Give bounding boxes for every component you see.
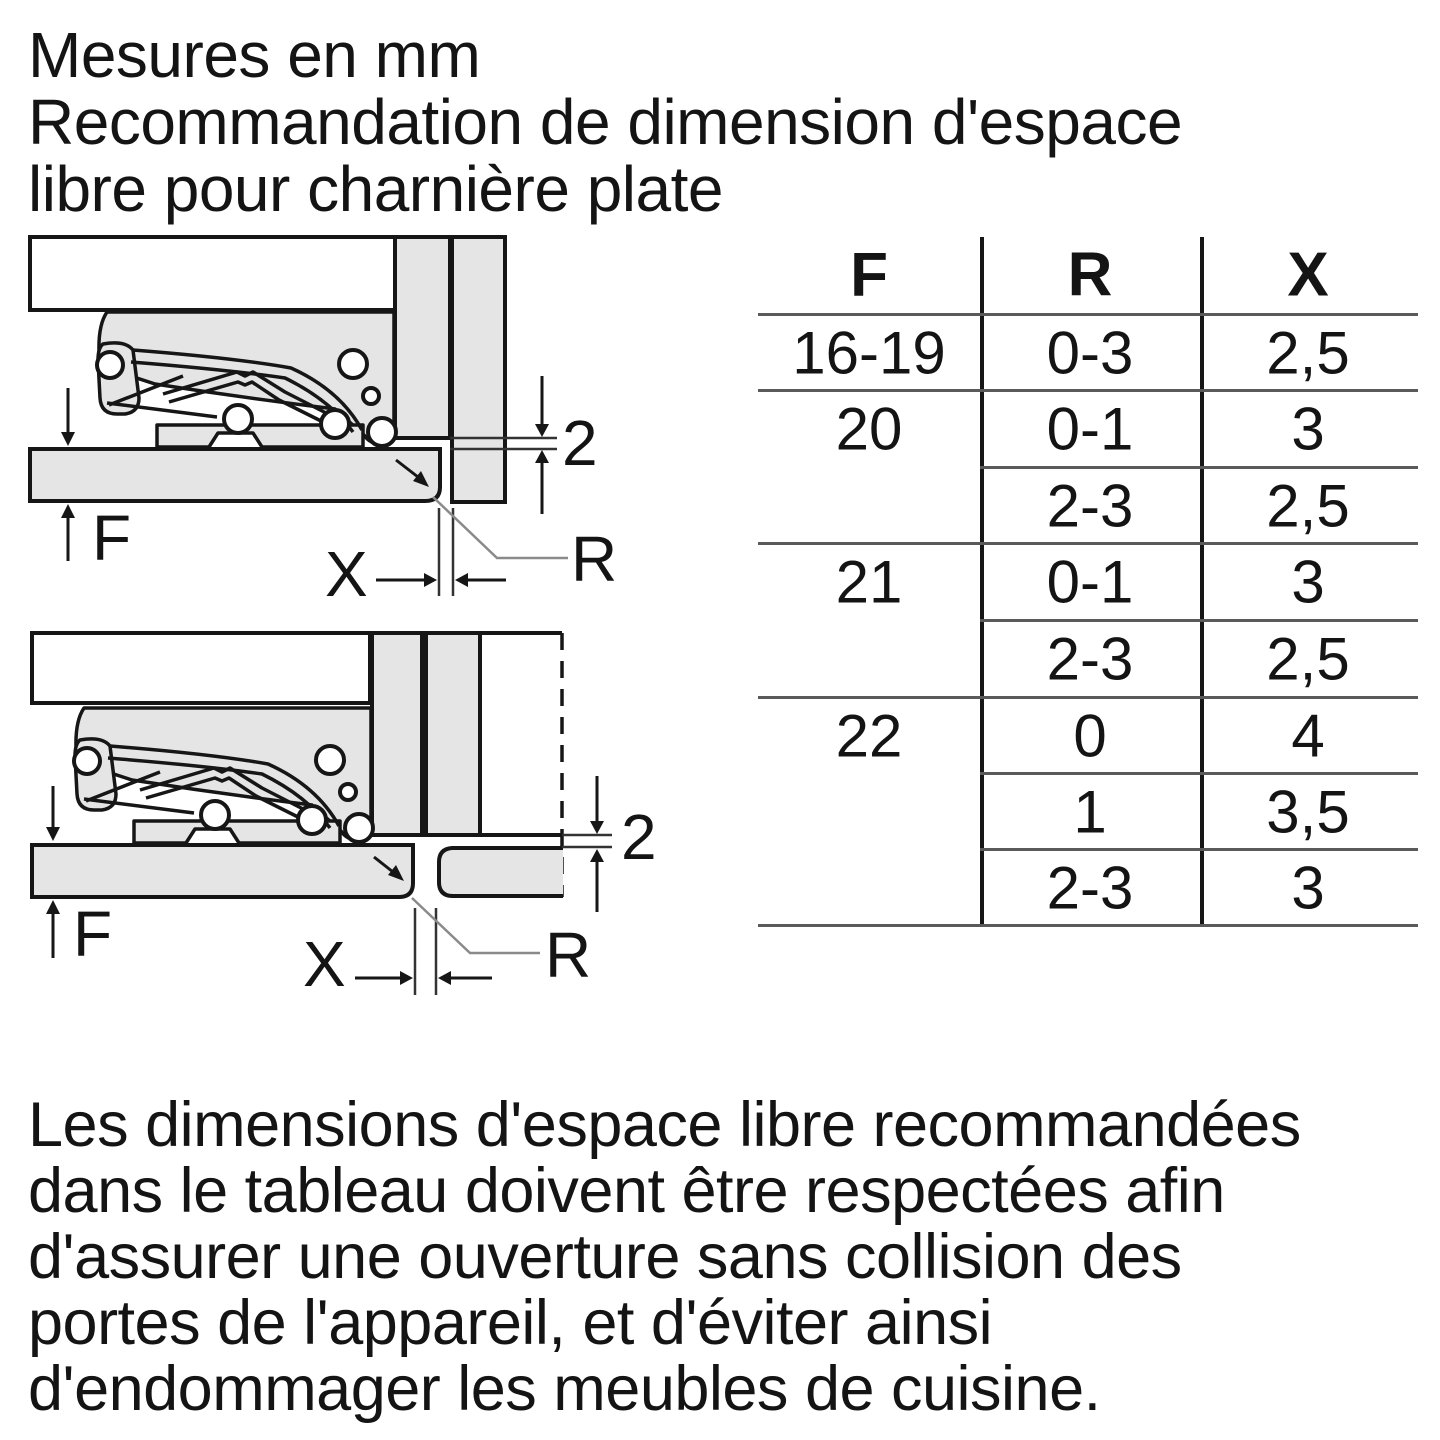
column-header-f: F xyxy=(850,240,888,310)
adjacent-furniture-bar xyxy=(426,633,480,835)
table-header-row xyxy=(758,237,1418,313)
footer-line-5: d'endommager les meubles de cuisine. xyxy=(28,1354,1101,1424)
f-label: F xyxy=(92,502,132,574)
page-title xyxy=(28,19,1183,225)
cabinet-panel xyxy=(32,633,370,703)
f-arrow-down-icon xyxy=(46,827,60,841)
footer-line-4: portes de l'appareil, et d'éviter ainsi xyxy=(28,1288,993,1358)
table-vertical-line xyxy=(980,237,984,927)
x-label: X xyxy=(325,538,368,610)
cell-x: 2,5 xyxy=(1266,625,1350,692)
adjacent-furniture-bar xyxy=(452,237,505,502)
table-row xyxy=(758,314,1418,391)
f-arrow-up-icon xyxy=(46,900,60,914)
r-label: R xyxy=(571,523,618,595)
cell-f: 22 xyxy=(835,702,903,769)
table-horizontal-line xyxy=(980,466,1418,469)
x-arrow-left-icon xyxy=(438,971,451,985)
table-horizontal-line xyxy=(980,619,1418,622)
column-header-x: X xyxy=(1287,240,1329,310)
f-label: F xyxy=(73,898,113,970)
hinge-diagrams xyxy=(0,230,740,1060)
hinge-assembly xyxy=(97,312,396,447)
footer-note xyxy=(28,1092,1301,1422)
cell-f: 21 xyxy=(835,548,903,615)
cell-r: 0-1 xyxy=(1046,548,1134,615)
gap-arrow-down-icon xyxy=(535,424,549,437)
gap-label: 2 xyxy=(562,407,598,479)
table-horizontal-line xyxy=(758,313,1418,316)
gap-arrow-up-icon xyxy=(535,450,549,463)
cabinet-panel xyxy=(30,237,395,310)
cell-x: 4 xyxy=(1291,702,1325,769)
footer-line-1: Les dimensions d'espace libre recommandées xyxy=(28,1090,1301,1160)
appliance-door-panel xyxy=(30,449,440,501)
table-row xyxy=(758,543,1418,620)
table-vertical-line xyxy=(1200,237,1204,927)
table-horizontal-line xyxy=(758,542,1418,545)
x-arrow-right-icon xyxy=(400,971,413,985)
hinge-assembly xyxy=(74,708,373,843)
footer-line-3: d'assurer une ouverture sans collision des xyxy=(28,1222,1182,1292)
x-arrow-right-icon xyxy=(424,573,437,587)
cell-x: 3 xyxy=(1291,395,1325,462)
x-arrow-left-icon xyxy=(455,573,468,587)
table-horizontal-line xyxy=(758,924,1418,927)
table-row xyxy=(758,773,1418,850)
f-arrow-up-icon xyxy=(61,504,75,518)
cell-x: 3 xyxy=(1291,548,1325,615)
gap-label: 2 xyxy=(621,801,657,873)
cell-r: 2-3 xyxy=(1046,625,1134,692)
gap-arrow-down-icon xyxy=(590,821,604,834)
table-row xyxy=(758,849,1418,926)
table-row xyxy=(758,620,1418,697)
diagram-hinge-bottom xyxy=(32,633,657,1000)
r-leader-line xyxy=(412,898,540,953)
table-horizontal-line xyxy=(758,389,1418,392)
cell-r: 1 xyxy=(1073,778,1107,845)
furniture-front-bar xyxy=(372,633,422,835)
cell-x: 3,5 xyxy=(1266,778,1350,845)
cell-r: 0-1 xyxy=(1046,395,1134,462)
cell-x: 2,5 xyxy=(1266,472,1350,539)
cell-r: 2-3 xyxy=(1046,854,1134,921)
table-row xyxy=(758,390,1418,467)
cell-f: 16-19 xyxy=(792,319,946,386)
gap-arrow-up-icon xyxy=(590,849,604,862)
x-label: X xyxy=(303,928,346,1000)
cell-r: 0 xyxy=(1073,702,1107,769)
cell-r: 0-3 xyxy=(1046,319,1134,386)
table-row xyxy=(758,467,1418,544)
cell-f: 20 xyxy=(835,395,903,462)
column-header-r: R xyxy=(1067,240,1113,310)
table-horizontal-line xyxy=(980,848,1418,851)
appliance-door-panel xyxy=(32,845,413,897)
title-line-2: Recommandation de dimension d'espace xyxy=(28,86,1183,158)
table-horizontal-line xyxy=(980,772,1418,775)
adjacent-door-panel-fill xyxy=(439,848,563,896)
r-label: R xyxy=(545,919,592,991)
table-horizontal-line xyxy=(758,696,1418,699)
footer-line-2: dans le tableau doivent être respectées afin xyxy=(28,1156,1225,1226)
cell-x: 3 xyxy=(1291,854,1325,921)
table-row xyxy=(758,697,1418,774)
f-arrow-down-icon xyxy=(61,432,75,446)
cell-x: 2,5 xyxy=(1266,319,1350,386)
furniture-front-bar xyxy=(395,237,450,438)
diagram-hinge-top xyxy=(30,237,617,610)
dimension-table xyxy=(758,237,1418,927)
title-line-3: libre pour charnière plate xyxy=(28,153,723,225)
cell-r: 2-3 xyxy=(1046,472,1134,539)
title-line-1: Mesures en mm xyxy=(28,19,481,91)
